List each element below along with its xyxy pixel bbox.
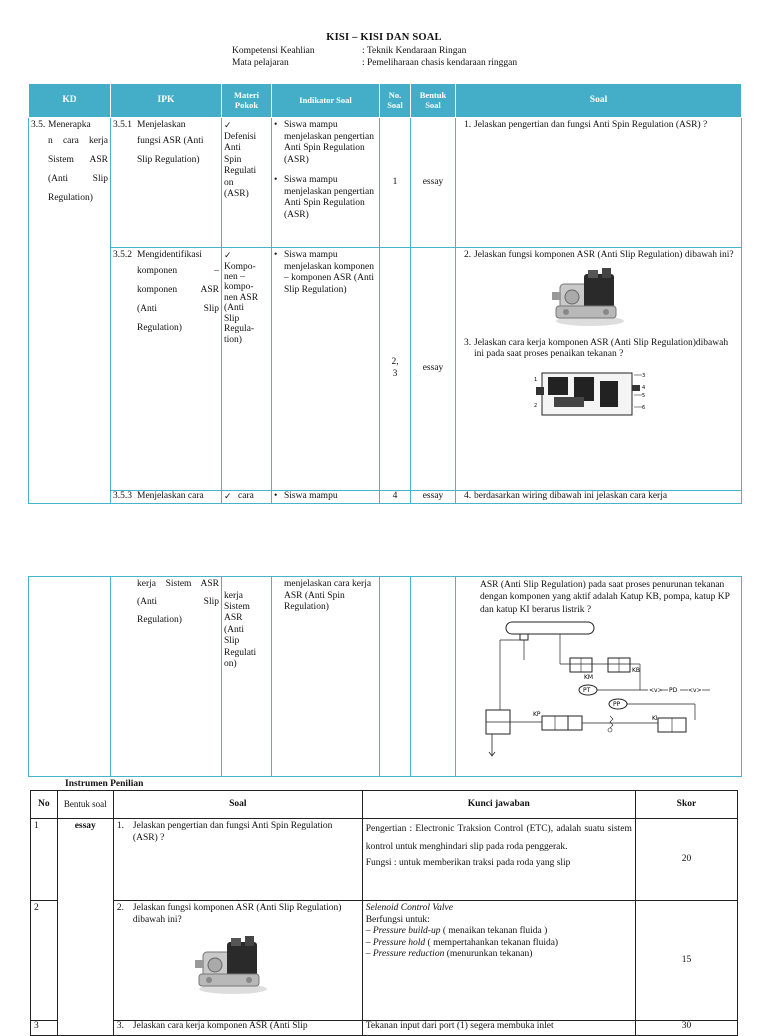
label-km: KM — [584, 674, 594, 682]
ipk-number: 3.5.2 — [113, 250, 132, 260]
materi-cell: ✓ Defenisi Anti Spin Regulati on (ASR) — [222, 118, 272, 248]
ins-soal: 3. Jelaskan cara kerja komponen ASR (Anti Slip — [113, 1021, 362, 1036]
label-pp: PP — [613, 701, 621, 709]
bentuk-cell: essay — [411, 248, 456, 491]
header-ipk: IPK — [111, 84, 222, 118]
ins-header-no: No — [31, 791, 58, 819]
indikator-cell: • Siswa mampu menjelaskan komponen – komponen ASR (Anti Slip Regulation) — [272, 248, 380, 491]
ins-soal: 1. Jelaskan pengertian dan fungsi Anti Spin Regulation (ASR) ? — [113, 819, 362, 901]
no-cell: 4 — [380, 491, 411, 504]
valve-label-5: 5 — [642, 392, 646, 399]
kompetensi-label: Kompetensi Keahlian — [232, 46, 315, 56]
ins-header-skor: Skor — [635, 791, 737, 819]
ins-kunci: Tekanan input dari port (1) segera membuka inlet — [362, 1021, 635, 1036]
ins-skor: 20 — [635, 819, 737, 901]
header-kd: KD — [29, 84, 111, 118]
ipk-cell: 3.5.1 Menjelaskan fungsi ASR (Anti Slip Regulation) — [111, 118, 222, 248]
label-ki: KI — [652, 715, 658, 723]
table-row — [29, 248, 742, 491]
table-row — [31, 1021, 738, 1036]
kompetensi-value: : Teknik Kendaraan Ringan — [362, 46, 467, 56]
bullet-icon: • — [274, 491, 278, 501]
check-icon: ✓ — [224, 250, 232, 260]
meta-mapel — [232, 58, 517, 70]
kd-cell — [29, 118, 111, 504]
valve-label-1: 1 — [534, 376, 538, 383]
ins-bentuk: essay — [57, 819, 113, 1036]
valve-label-3: 3 — [642, 372, 646, 379]
materi-cell: ✓ cara — [222, 491, 272, 504]
no-cell: 2, 3 — [380, 248, 411, 491]
table-row — [31, 901, 738, 1021]
header-indikator: Indikator Soal — [272, 84, 380, 118]
solenoid-valve-image — [550, 266, 628, 328]
bentuk-cell — [411, 577, 456, 777]
asr-wiring-diagram — [480, 620, 712, 760]
solenoid-valve-image — [193, 934, 271, 996]
label-kp: KP — [533, 711, 541, 719]
soal-cell: ASR (Anti Slip Regulation) pada saat proses penurunan tekanan dengan komponen yang aktif adalah Katup KB, pompa, katup KP dan katup KI berarus listrik ? KM KB PT <v> PD <v> PP KP KI — [456, 577, 742, 777]
indikator-cell: menjelaskan cara kerja ASR (Anti Spin Regulation) — [272, 577, 380, 777]
instrumen-header-row — [31, 791, 738, 819]
bentuk-cell: essay — [411, 118, 456, 248]
ins-header-soal: Soal — [113, 791, 362, 819]
bentuk-cell: essay — [411, 491, 456, 504]
kisi-header-row — [29, 84, 742, 118]
kd-text: n cara kerja Sistem ASR (Anti Slip Regulation) — [48, 135, 108, 203]
ins-no: 3 — [31, 1021, 58, 1036]
table-row — [29, 491, 742, 504]
check-icon: ✓ — [224, 120, 232, 130]
soal-cell: 4. berdasarkan wiring dibawah ini jelaskan cara kerja — [456, 491, 742, 504]
kisi-table-continued — [28, 576, 742, 777]
bullet-icon: • — [274, 250, 278, 260]
ipk-number: 3.5.3 — [113, 491, 132, 501]
ins-soal: 2. Jelaskan fungsi komponen ASR (Anti Slip Regulation) dibawah ini? — [113, 901, 362, 1021]
ins-kunci: Selenoid Control Valve Berfungsi untuk: – Pressure build-up ( menaikan tekanan fluida ) – Pressure hold ( mempertahankan tekanan fluida) – Pressure reduction (menurunkan tekanan) — [362, 901, 635, 1021]
soal-cell: 2. Jelaskan fungsi komponen ASR (Anti Slip Regulation) dibawah ini? 3. Jelaskan cara kerja komponen ASR (Anti Slip Regulation)dibawah ini pada saat proses penaikan tekanan ? 1 2 3 4 5 6 — [456, 248, 742, 491]
table-row — [29, 118, 742, 248]
bullet-icon: • — [274, 175, 278, 186]
ins-kunci: Pengertian : Electronic Traksion Control (ETC), adalah suatu sistem kontrol untuk menghindari slip pada roda penggerak. Fungsi : untuk memberikan traksi pada roda yang slip — [362, 819, 635, 901]
svg-text:<v>: <v> — [688, 687, 702, 695]
mapel-value: : Pemeliharaan chasis kendaraan ringgan — [362, 58, 518, 68]
valve-label-6: 6 — [642, 404, 646, 411]
svg-text:<v>: <v> — [649, 687, 663, 695]
no-cell: 1 — [380, 118, 411, 248]
label-kb: KB — [632, 667, 641, 675]
ins-skor: 30 — [635, 1021, 737, 1036]
materi-cell: ✓ Kompo- nen – kompo- nen ASR (Anti Slip Regula- tion) — [222, 248, 272, 491]
header-no: No. Soal — [380, 84, 411, 118]
instrumen-table — [30, 790, 738, 1036]
valve-label-2: 2 — [534, 402, 538, 409]
kisi-table — [28, 83, 742, 504]
indikator-cell: • Siswa mampu — [272, 491, 380, 504]
ipk-cell: 3.5.3 Menjelaskan cara — [111, 491, 222, 504]
instrumen-label: Instrumen Penilian — [65, 779, 144, 789]
header-bentuk: Bentuk Soal — [411, 84, 456, 118]
ins-skor: 15 — [635, 901, 737, 1021]
ins-no: 2 — [31, 901, 58, 1021]
label-pt: PT — [583, 687, 591, 695]
ipk-cell: kerja Sistem ASR (Anti Slip Regulation) — [111, 577, 222, 777]
materi-cell: kerja Sistem ASR (Anti Slip Regulati on) — [222, 577, 272, 777]
page-title: KISI – KISI DAN SOAL — [326, 32, 442, 43]
valve-label-4: 4 — [642, 384, 646, 391]
kd-cell — [29, 577, 111, 777]
kd-number: 3.5. — [31, 120, 46, 130]
no-cell — [380, 577, 411, 777]
label-pd: PD — [669, 687, 678, 695]
bullet-icon: • — [274, 120, 278, 130]
kd-first-line: Menerapka — [48, 120, 91, 130]
ins-no: 1 — [31, 819, 58, 901]
header-materi: Materi Pokok — [222, 84, 272, 118]
ipk-cell: 3.5.2 Mengidentifikasi komponen – komponen ASR (Anti Slip Regulation) — [111, 248, 222, 491]
table-row — [29, 577, 742, 777]
soal-cell: 1. Jelaskan pengertian dan fungsi Anti Spin Regulation (ASR) ? — [456, 118, 742, 248]
ipk-number: 3.5.1 — [113, 120, 132, 130]
valve-cross-section-diagram — [534, 367, 646, 421]
table-row — [31, 819, 738, 901]
check-icon: ✓ — [224, 491, 232, 501]
ins-header-bentuk: Bentuk soal — [57, 791, 113, 819]
mapel-label: Mata pelajaran — [232, 58, 289, 68]
indikator-cell: • Siswa mampu menjelaskan pengertian Anti Spin Regulation (ASR) • Siswa mampu menjelaskan pengertian Anti Spin Regulation (ASR) — [272, 118, 380, 248]
header-soal: Soal — [456, 84, 742, 118]
meta-kompetensi — [232, 46, 466, 58]
ins-header-kunci: Kunci jawaban — [362, 791, 635, 819]
